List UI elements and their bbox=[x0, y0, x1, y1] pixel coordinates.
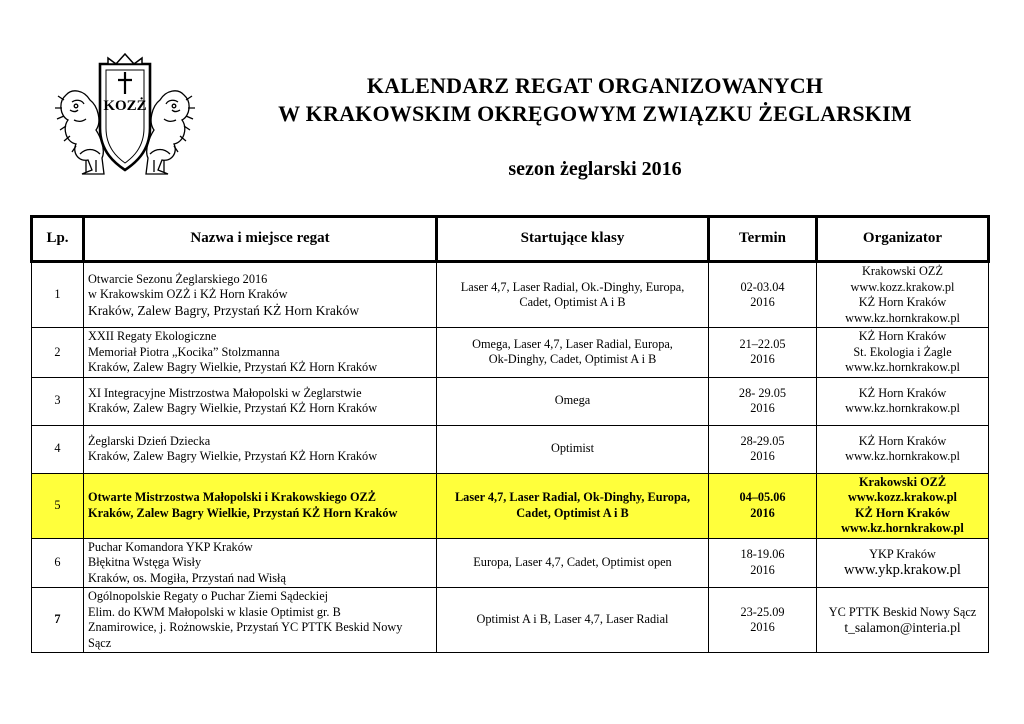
date-cell bbox=[709, 538, 817, 588]
classes-line: Omega bbox=[554, 393, 591, 408]
date-line: 2016 bbox=[750, 401, 775, 415]
row-number: 4 bbox=[32, 425, 84, 473]
date-line: 21–22.05 bbox=[739, 336, 786, 351]
organizer-line: YKP Kraków bbox=[869, 547, 936, 562]
row-number: 7 bbox=[32, 588, 84, 653]
date-cell bbox=[709, 473, 817, 538]
name-line: Kraków, Zalew Bagry Wielkie, Przystań KŻ Horn Kraków bbox=[88, 360, 378, 374]
name-line: Kraków, Zalew Bagry Wielkie, Przystań KŻ Horn Kraków bbox=[88, 401, 378, 415]
classes-line: Cadet, Optimist A i B bbox=[516, 505, 629, 520]
classes-line: Optimist A i B, Laser 4,7, Laser Radial bbox=[476, 612, 669, 627]
table-row bbox=[32, 377, 989, 425]
date-line: 28- 29.05 bbox=[738, 385, 787, 400]
organizer-line: YC PTTK Beskid Nowy Sącz bbox=[828, 604, 977, 619]
name-line: Memoriał Piotra „Kocika” Stolzmanna bbox=[88, 344, 280, 359]
name-line: Znamirowice, j. Rożnowskie, Przystań YC PTTK Beskid Nowy bbox=[88, 620, 403, 634]
organizer-cell bbox=[817, 473, 989, 538]
organizer-link[interactable]: www.kozz.krakow.pl bbox=[848, 490, 957, 504]
organizer-line: St. Ekologia i Żagle bbox=[853, 344, 952, 359]
classes-line: Laser 4,7, Laser Radial, Ok.-Dinghy, Europa, bbox=[460, 279, 685, 294]
row-number: 1 bbox=[32, 262, 84, 328]
regatta-name bbox=[84, 262, 437, 328]
organizer-link[interactable]: www.ykp.krakow.pl bbox=[844, 561, 961, 578]
row-number: 3 bbox=[32, 377, 84, 425]
header-date: Termin bbox=[709, 217, 817, 262]
header-name: Nazwa i miejsce regat bbox=[84, 217, 437, 262]
name-line: Błękitna Wstęga Wisły bbox=[88, 555, 202, 569]
regatta-name bbox=[84, 473, 437, 538]
regatta-name bbox=[84, 425, 437, 473]
regatta-name bbox=[84, 588, 437, 653]
organizer-link[interactable]: www.kozz.krakow.pl bbox=[850, 279, 955, 294]
name-line: Otwarcie Sezonu Żeglarskiego 2016 bbox=[88, 271, 268, 286]
table-row bbox=[32, 328, 989, 378]
name-line: XI Integracyjne Mistrzostwa Małopolski w Żeglarstwie bbox=[88, 385, 362, 400]
classes-cell bbox=[437, 473, 709, 538]
organizer-line: KŻ Horn Kraków bbox=[858, 295, 947, 309]
organizer-cell bbox=[817, 262, 989, 328]
header-organizer: Organizator bbox=[817, 217, 989, 262]
row-number: 5 bbox=[32, 473, 84, 538]
header-classes: Startujące klasy bbox=[437, 217, 709, 262]
date-cell bbox=[709, 425, 817, 473]
date-cell bbox=[709, 377, 817, 425]
organizer-cell bbox=[817, 328, 989, 378]
classes-line: Europa, Laser 4,7, Cadet, Optimist open bbox=[473, 555, 672, 569]
classes-cell bbox=[437, 425, 709, 473]
classes-cell bbox=[437, 538, 709, 588]
regatta-name bbox=[84, 328, 437, 378]
classes-cell bbox=[437, 588, 709, 653]
row-number: 2 bbox=[32, 328, 84, 378]
classes-cell bbox=[437, 262, 709, 328]
regatta-name bbox=[84, 377, 437, 425]
date-line: 2016 bbox=[750, 620, 775, 634]
date-cell bbox=[709, 262, 817, 328]
date-line: 2016 bbox=[750, 562, 775, 577]
regatta-calendar-table bbox=[30, 215, 990, 653]
name-line: Żeglarski Dzień Dziecka bbox=[88, 433, 211, 448]
classes-line: Laser 4,7, Laser Radial, Ok-Dinghy, Europa, bbox=[454, 490, 691, 504]
name-line: Kraków, os. Mogiła, Przystań nad Wisłą bbox=[88, 570, 286, 585]
organizer-link[interactable]: www.kz.hornkrakow.pl bbox=[841, 521, 964, 535]
organizer-link[interactable]: www.kz.hornkrakow.pl bbox=[845, 360, 960, 374]
organizer-line: KŻ Horn Kraków bbox=[858, 385, 947, 400]
table-row bbox=[32, 588, 989, 653]
name-line: Kraków, Zalew Bagry Wielkie, Przystań KŻ Horn Kraków bbox=[88, 505, 398, 520]
organizer-link[interactable]: www.kz.hornkrakow.pl bbox=[845, 449, 960, 463]
name-line: Puchar Komandora YKP Kraków bbox=[88, 539, 253, 554]
date-line: 18-19.06 bbox=[740, 547, 785, 562]
season-subtitle: sezon żeglarski 2016 bbox=[508, 158, 682, 180]
logo-letters: KOZŻ bbox=[103, 98, 147, 114]
classes-line: Cadet, Optimist A i B bbox=[519, 295, 626, 309]
table-header-row bbox=[32, 217, 989, 262]
table-row bbox=[32, 425, 989, 473]
date-line: 02-03.04 bbox=[740, 279, 785, 294]
document-title bbox=[200, 72, 990, 128]
kozz-emblem-icon bbox=[52, 50, 198, 180]
date-line: 2016 bbox=[750, 352, 775, 367]
name-line: w Krakowskim OZŻ i KŻ Horn Kraków bbox=[88, 287, 288, 302]
table-row bbox=[32, 538, 989, 588]
organizer-link[interactable]: www.kz.hornkrakow.pl bbox=[845, 310, 960, 325]
name-line: Kraków, Zalew Bagry, Przystań KŻ Horn Kraków bbox=[88, 302, 360, 318]
classes-cell bbox=[437, 377, 709, 425]
date-line: 2016 bbox=[750, 505, 775, 520]
table-row bbox=[32, 262, 989, 328]
date-line: 04–05.06 bbox=[739, 490, 786, 504]
name-line: Kraków, Zalew Bagry Wielkie, Przystań KŻ Horn Kraków bbox=[88, 449, 378, 463]
date-cell bbox=[709, 588, 817, 653]
table-row-highlighted bbox=[32, 473, 989, 538]
name-line: XXII Regaty Ekologiczne bbox=[88, 329, 217, 343]
organizer-email[interactable]: t_salamon@interia.pl bbox=[844, 620, 961, 635]
date-line: 28-29.05 bbox=[740, 433, 785, 448]
classes-line: Ok-Dinghy, Cadet, Optimist A i B bbox=[488, 352, 657, 367]
title-line-1: KALENDARZ REGAT ORGANIZOWANYCH bbox=[366, 73, 824, 98]
date-line: 2016 bbox=[750, 295, 775, 309]
classes-cell bbox=[437, 328, 709, 378]
organizer-cell bbox=[817, 377, 989, 425]
name-line: Elim. do KWM Małopolski w klasie Optimist gr. B bbox=[88, 604, 341, 619]
organizer-line: KŻ Horn Kraków bbox=[858, 329, 947, 343]
organizer-line: KŻ Horn Kraków bbox=[858, 433, 947, 448]
classes-line: Optimist bbox=[550, 441, 595, 456]
organizer-link[interactable]: www.kz.hornkrakow.pl bbox=[845, 401, 960, 415]
organizer-line: Krakowski OZŻ bbox=[862, 264, 943, 278]
regatta-name bbox=[84, 538, 437, 588]
classes-line: Omega, Laser 4,7, Laser Radial, Europa, bbox=[472, 336, 673, 351]
organizer-line: KŻ Horn Kraków bbox=[855, 505, 950, 520]
date-line: 2016 bbox=[750, 449, 775, 463]
header-lp: Lp. bbox=[32, 217, 84, 262]
organizer-line: Krakowski OZŻ bbox=[858, 474, 947, 489]
name-line: Sącz bbox=[88, 635, 112, 650]
date-line: 23-25.09 bbox=[740, 604, 785, 619]
row-number: 6 bbox=[32, 538, 84, 588]
organizer-cell bbox=[817, 588, 989, 653]
organizer-cell bbox=[817, 538, 989, 588]
date-cell bbox=[709, 328, 817, 378]
kozz-logo bbox=[52, 50, 198, 180]
name-line: Ogólnopolskie Regaty o Puchar Ziemi Sądeckiej bbox=[88, 589, 329, 603]
name-line: Otwarte Mistrzostwa Małopolski i Krakowskiego OZŻ bbox=[88, 490, 376, 504]
organizer-cell bbox=[817, 425, 989, 473]
title-line-2: W KRAKOWSKIM OKRĘGOWYM ZWIĄZKU ŻEGLARSKIM bbox=[278, 101, 912, 126]
